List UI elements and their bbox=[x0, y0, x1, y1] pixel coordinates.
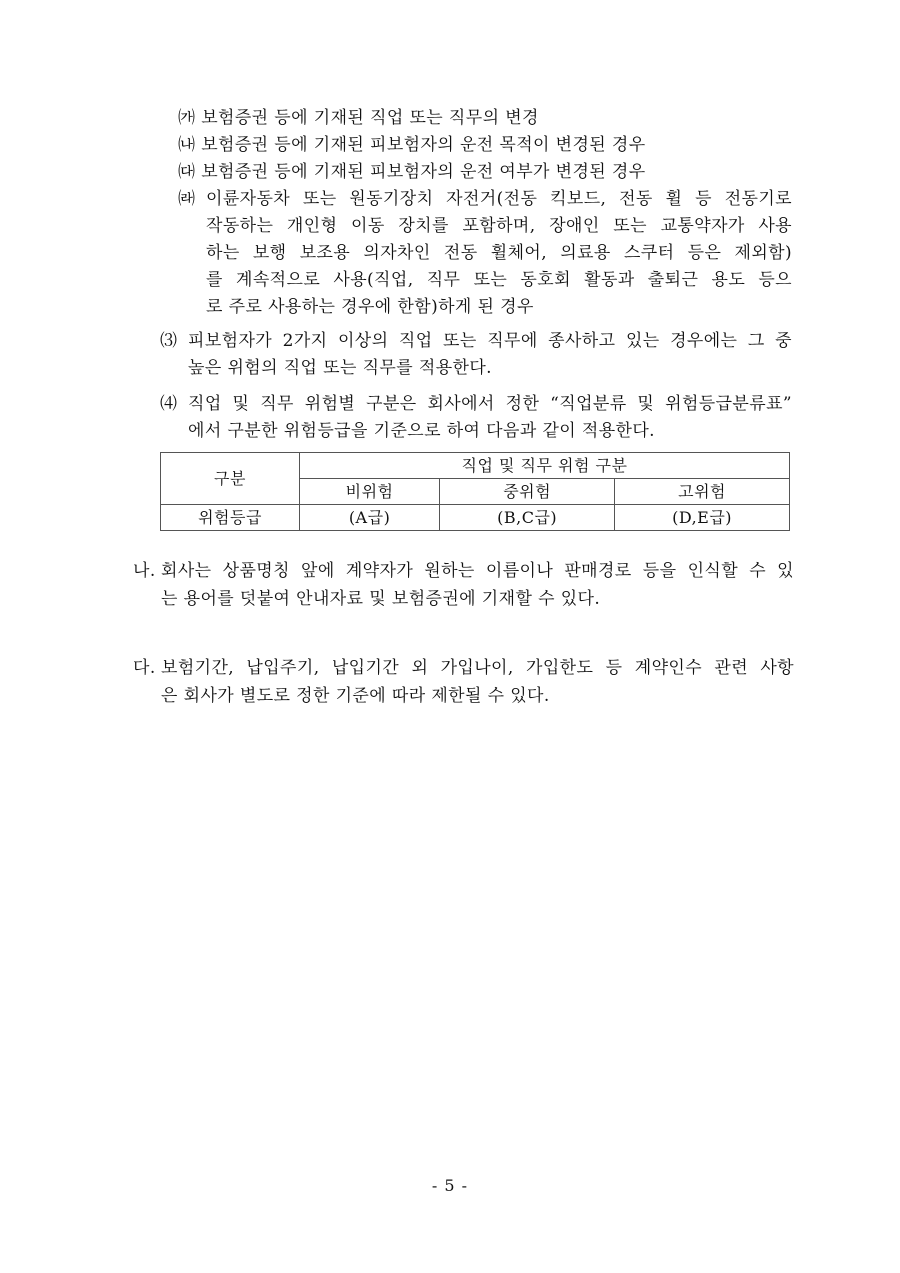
table-col-low: 비위험 bbox=[300, 479, 440, 505]
item-ra-line-2: 작동하는 개인형 이동 장치를 포함하며, 장애인 또는 교통약자가 사용 bbox=[206, 216, 792, 236]
risk-grade-table bbox=[160, 452, 790, 531]
clause-3-line-2: 높은 위험의 직업 또는 직무를 적용한다. bbox=[188, 358, 492, 378]
item-ra-line bbox=[206, 269, 792, 291]
table-col-high: 고위험 bbox=[615, 479, 790, 505]
para-da-line-1: 보험기간, 납입주기, 납입기간 외 가입나이, 가입한도 등 계약인수 관련 사항 bbox=[161, 658, 794, 678]
item-ra-line-1: 이륜자동차 또는 원동기장치 자전거(전동 킥보드, 전동 휠 등 전동기로 bbox=[206, 189, 792, 209]
item-ra-marker-line bbox=[178, 188, 195, 210]
table-header-row bbox=[161, 453, 790, 479]
item-ga-text: 보험증권 등에 기재된 직업 또는 직무의 변경 bbox=[201, 108, 539, 128]
table-cell-mid: (B,C급) bbox=[440, 505, 615, 531]
para-da-line bbox=[161, 685, 550, 707]
item-na bbox=[178, 134, 646, 156]
clause-4-marker: ⑷ bbox=[160, 394, 178, 414]
item-ra-line bbox=[206, 215, 792, 237]
table-group-header: 직업 및 직무 위험 구분 bbox=[300, 453, 790, 479]
item-ra-line-3: 하는 보행 보조용 의자차인 전동 휠체어, 의료용 스쿠터 등은 제외함) bbox=[206, 243, 792, 263]
clause-3-line bbox=[188, 330, 792, 352]
item-ra-marker: ㈑ bbox=[178, 189, 196, 209]
para-na-marker: 나. bbox=[133, 561, 156, 581]
item-ra-line-4: 를 계속적으로 사용(직업, 직무 또는 동호회 활동과 출퇴근 용도 등으 bbox=[206, 270, 792, 290]
item-da bbox=[178, 161, 646, 183]
item-ra-line-5: 로 주로 사용하는 경우에 한함)하게 된 경우 bbox=[206, 297, 534, 317]
clause-4-line bbox=[188, 393, 792, 415]
item-ra-line bbox=[206, 242, 792, 264]
para-na-line bbox=[161, 560, 794, 582]
para-da-line-2: 은 회사가 별도로 정한 기준에 따라 제한될 수 있다. bbox=[161, 686, 550, 706]
item-ga bbox=[178, 107, 539, 129]
item-na-text: 보험증권 등에 기재된 피보험자의 운전 목적이 변경된 경우 bbox=[201, 135, 646, 155]
item-ra-line bbox=[206, 296, 534, 318]
table-row-label: 위험등급 bbox=[161, 505, 300, 531]
clause-4-line-1: 직업 및 직무 위험별 구분은 회사에서 정한 “직업분류 및 위험등급분류표” bbox=[188, 394, 792, 414]
clause-3-marker-line bbox=[160, 330, 177, 352]
page-number: - 5 - bbox=[431, 1176, 469, 1195]
item-da-marker: ㈐ bbox=[178, 162, 196, 182]
item-ga-marker: ㈎ bbox=[178, 108, 196, 128]
para-na-marker-line bbox=[133, 560, 156, 582]
clause-4-line bbox=[188, 420, 655, 442]
clause-4-line-2: 에서 구분한 위험등급을 기준으로 하여 다음과 같이 적용한다. bbox=[188, 421, 655, 441]
table-corner-cell: 구분 bbox=[161, 453, 300, 505]
item-na-marker: ㈏ bbox=[178, 135, 196, 155]
para-na-line-1: 회사는 상품명칭 앞에 계약자가 원하는 이름이나 판매경로 등을 인식할 수 있 bbox=[161, 561, 794, 581]
table-cell-high: (D,E급) bbox=[615, 505, 790, 531]
para-na-line bbox=[161, 588, 600, 610]
clause-3-marker: ⑶ bbox=[160, 331, 178, 351]
item-ra-line bbox=[206, 188, 792, 210]
table-row bbox=[161, 505, 790, 531]
para-da-marker-line bbox=[133, 657, 156, 679]
table-col-mid: 중위험 bbox=[440, 479, 615, 505]
para-da-marker: 다. bbox=[133, 658, 156, 678]
item-da-text: 보험증권 등에 기재된 피보험자의 운전 여부가 변경된 경우 bbox=[201, 162, 646, 182]
para-da-line bbox=[161, 657, 794, 679]
table-cell-low: (A급) bbox=[300, 505, 440, 531]
clause-3-line bbox=[188, 357, 492, 379]
clause-4-marker-line bbox=[160, 393, 177, 415]
para-na-line-2: 는 용어를 덧붙여 안내자료 및 보험증권에 기재할 수 있다. bbox=[161, 589, 601, 609]
clause-3-line-1: 피보험자가 2가지 이상의 직업 또는 직무에 종사하고 있는 경우에는 그 중 bbox=[188, 331, 792, 351]
